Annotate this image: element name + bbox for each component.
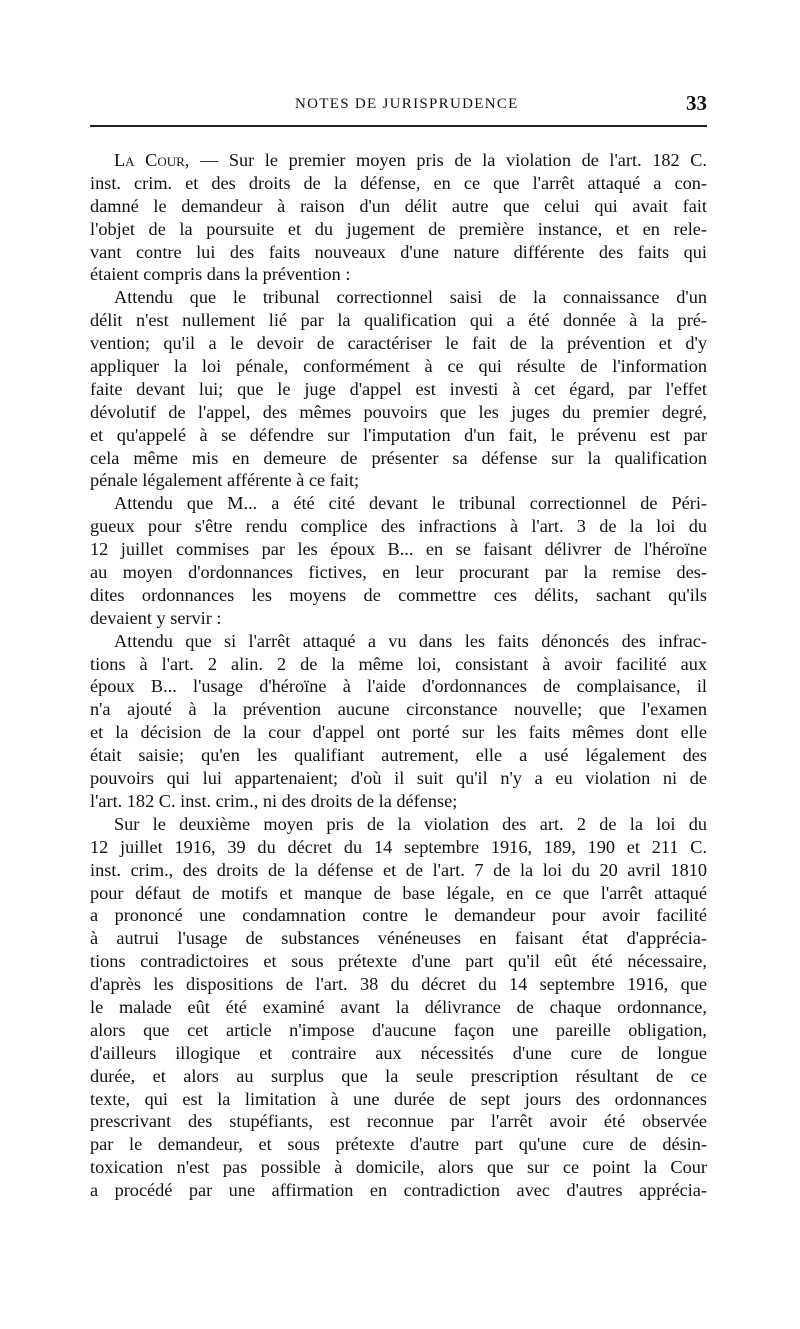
text-line: 12 juillet commises par les époux B... en se faisant délivrer de l'héroïne [90,539,707,560]
text-line: appliquer la loi pénale, conformément à ce qui résulte de l'information [90,356,707,377]
text-line: pouvoirs qui lui appartenaient; d'où il suit qu'il n'y a eu violation ni de [90,768,707,789]
text-line: cela même mis en demeure de présenter sa défense sur la qualification [90,447,707,468]
text-line: 12 juillet 1916, 39 du décret du 14 septembre 1916, 189, 190 et 211 C. [90,836,707,857]
text-line: au moyen d'ordonnances fictives, en leur procurant par la remise des- [90,562,707,583]
text-line: n'a ajouté à la prévention aucune circonstance nouvelle; que l'examen [90,699,707,720]
text-line: par le demandeur, et sous prétexte d'autre part qu'une cure de désin- [90,1134,707,1155]
text-line: Sur le deuxième moyen pris de la violation des art. 2 de la loi du [114,813,707,834]
text-line: faite devant lui; que le juge d'appel est investi à cet égard, par l'effet [90,378,707,399]
text-line: La Cour, — Sur le premier moyen pris de la violation de l'art. 182 C. [114,150,707,170]
text-line: dévolutif de l'appel, des mêmes pouvoirs que les juges du premier degré, [90,401,707,422]
text-line: vention; qu'il a le devoir de caractériser le fait de la prévention et d'y [90,333,707,354]
running-title: NOTES DE JURISPRUDENCE [295,96,519,112]
text-line: toxication n'est pas possible à domicile, alors que sur ce point la Cour [90,1157,707,1178]
header-rule [90,125,707,127]
text-line: délit n'est nullement lié par la qualification qui a été donnée à la pré- [90,310,707,331]
text-line: dites ordonnances les moyens de commettre ces délits, sachant qu'ils [90,584,707,605]
text-line: l'objet de la poursuite et du jugement de première instance, et en rele- [90,218,707,239]
text-line: à autrui l'usage de substances vénéneuses en faisant état d'apprécia- [90,928,707,949]
text-line: d'ailleurs illogique et contraire aux nécessités d'une cure de longue [90,1042,707,1063]
text-line: inst. crim., des droits de la défense et de l'art. 7 de la loi du 20 avril 1810 [90,859,707,880]
text-line: a procédé par une affirmation en contradiction avec d'autres apprécia- [90,1180,707,1201]
text-line: prescrivant des stupéfiants, est reconnue par l'arrêt avoir été observée [90,1111,707,1132]
text-line: damné le demandeur à raison d'un délit autre que celui qui avait fait [90,195,707,216]
text-line: tions à l'art. 2 alin. 2 de la même loi, consistant à avoir facilité aux [90,653,707,674]
text-line: texte, qui est la limitation à une durée de sept jours des ordonnances [90,1088,707,1109]
text-line: et qu'appelé à se défendre sur l'imputation d'un fait, le prévenu est par [90,424,707,445]
text-line: vant contre lui des faits nouveaux d'une nature différente des faits qui [90,241,707,262]
text-line: époux B... l'usage d'héroïne à l'aide d'ordonnances de complaisance, il [90,676,707,697]
text-line: le malade eût été examiné avant la délivrance de chaque ordonnance, [90,996,707,1017]
text-line: gueux pour s'être rendu complice des infractions à l'art. 3 de la loi du [90,516,707,537]
body-text [90,149,707,1202]
text-line: Attendu que si l'arrêt attaqué a vu dans les faits dénoncés des infrac- [114,630,707,651]
text-line: l'art. 182 C. inst. crim., ni des droits de la défense; [90,790,458,811]
text-line: alors que cet article n'impose d'aucune façon une pareille obligation, [90,1019,707,1040]
text-line: Attendu que le tribunal correctionnel saisi de la connaissance d'un [114,287,707,308]
text-line: étaient compris dans la prévention : [90,264,351,285]
text-line: durée, et alors au surplus que la seule prescription résultant de ce [90,1065,707,1086]
page-number: 33 [686,91,707,115]
text-line: pénale légalement afférente à ce fait; [90,470,360,491]
text-line: était saisie; qu'en les qualifiant autrement, elle a usé légalement des [90,745,707,766]
text-line: devaient y servir : [90,607,222,628]
court-smallcaps: La Cour [114,150,185,170]
text-line: d'après les dispositions de l'art. 38 du décret du 14 septembre 1916, que [90,974,707,995]
text-line: tions contradictoires et sous prétexte d'une part qu'il eût été nécessaire, [90,951,707,972]
text-line: a prononcé une condamnation contre le demandeur pour avoir facilité [90,905,707,926]
text-line: et la décision de la cour d'appel ont porté sur les faits mêmes dont elle [90,722,707,743]
running-head [90,91,707,120]
text-line: Attendu que M... a été cité devant le tribunal correctionnel de Péri- [114,493,707,514]
text-line: pour défaut de motifs et manque de base légale, en ce que l'arrêt attaqué [90,882,707,903]
text-line: inst. crim. et des droits de la défense, en ce que l'arrêt attaqué a con- [90,172,707,193]
